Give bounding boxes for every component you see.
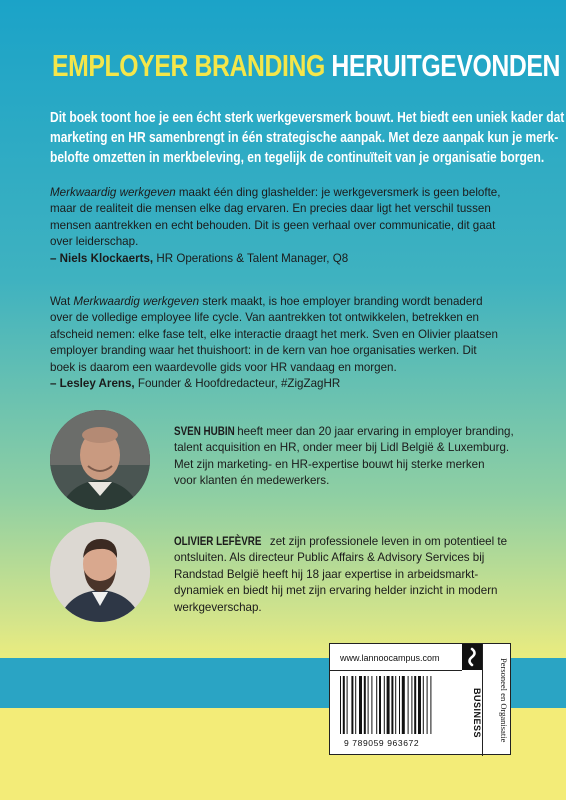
quote-text: maakt één ding glashelder: je werkgeversmerk is geen belofte, <box>175 186 501 199</box>
barcode-stripe <box>408 676 409 734</box>
quote-author-role: HR Operations & Talent Manager, Q8 <box>153 251 349 265</box>
quote-book-title: Merkwaardig werkgeven <box>73 295 200 308</box>
intro-line: belofte omzetten in merkbeleving, en tegelijk de continuïteit van je organisatie borgen. <box>50 150 545 166</box>
barcode-stripe <box>430 676 431 734</box>
bio-text: heeft meer dan 20 jaar ervaring in employer branding, <box>234 425 514 438</box>
quote-text: sterk maakt, is hoe employer branding wordt benaderd <box>199 295 483 308</box>
author-bio-sven <box>174 423 522 490</box>
intro-line: marketing en HR samenbrengt in één strategische aanpak. Met deze aanpak kun je merk- <box>50 130 559 146</box>
intro-paragraph <box>50 108 565 168</box>
barcode-stripe <box>391 676 393 734</box>
publisher-logo-icon <box>462 644 482 670</box>
barcode-stripe <box>364 676 366 734</box>
barcode-stripe <box>387 676 390 734</box>
bio-text: werkgeverschap. <box>174 600 262 614</box>
barcode-stripe <box>418 676 421 734</box>
quote-text: maar de realiteit die mensen elke dag ervaren. En precies daar ligt het verschil tussen <box>50 202 491 216</box>
barcode-stripe <box>359 676 362 734</box>
quote-book-title: Merkwaardig werkgeven <box>50 186 176 199</box>
barcode <box>338 676 456 734</box>
isbn-number: 9 789059 963672 <box>344 738 420 748</box>
publisher-logo <box>462 644 482 670</box>
barcode-stripe <box>351 676 353 734</box>
barcode-stripe <box>395 676 396 734</box>
barcode-stripe <box>414 676 416 734</box>
bio-text: zet zijn professionele leven in om potentieel te <box>266 535 508 548</box>
author-photo-olivier <box>50 522 150 622</box>
publisher-url[interactable]: www.lannoocampus.com <box>340 653 440 663</box>
bio-text: dynamiek en biedt hij met zijn ervaring helder inzicht in modern <box>174 584 498 598</box>
testimonial-klockaerts <box>50 185 520 267</box>
barcode-stripe <box>355 676 356 734</box>
barcode-stripe <box>368 676 369 734</box>
bio-text: Met zijn marketing- en HR-expertise bouwt hij sterke merken <box>174 457 485 471</box>
quote-text: mensen aantrekken en echt behouden. Dit is geen verhaal over communicatie, dit gaat <box>50 218 496 232</box>
barcode-stripe <box>340 676 341 734</box>
intro-line: Dit boek toont hoe je een écht sterk werkgeversmerk bouwt. Het biedt een uniek kader dat <box>50 110 565 126</box>
divider <box>482 644 483 756</box>
author-name: SVEN HUBIN <box>174 424 235 438</box>
barcode-stripe <box>347 676 348 734</box>
barcode-stripe <box>423 676 424 734</box>
bio-text: talent acquisition en HR, onder meer bij Lidl België & Luxemburg. <box>174 441 510 455</box>
quote-author: – Niels Klockaerts, <box>50 251 154 265</box>
divider <box>330 670 462 671</box>
quote-author-role: Founder & Hoofdredacteur, #ZigZagHR <box>134 377 341 391</box>
bio-text: ontsluiten. Als directeur Public Affairs & Advisory Services bij <box>174 551 485 565</box>
quote-text: over de volledige employee life cycle. Van aantrekken tot ontwikkelen, betrekken en <box>50 311 480 325</box>
book-title <box>52 48 561 84</box>
author-photo-sven <box>50 410 150 510</box>
testimonial-arens <box>50 294 520 392</box>
title-part-2: HERUITGEVONDEN <box>331 48 561 83</box>
quote-text: afscheid nemen: elke fase telt, elke interactie draagt het merk. Sven en Olivier plaatsen <box>50 327 498 341</box>
barcode-stripe <box>343 676 345 734</box>
series-label: BUSINESS <box>472 687 482 738</box>
barcode-panel <box>329 643 511 755</box>
barcode-stripe <box>384 676 385 734</box>
quote-text: employer branding waar het thuishoort: in de kern van hoe organisaties werken. Dit <box>50 344 477 358</box>
barcode-stripe <box>399 676 400 734</box>
author-name: OLIVIER LEFÈVRE <box>174 534 262 548</box>
portrait-illustration <box>50 522 150 622</box>
title-part-1: EMPLOYER BRANDING <box>52 48 325 83</box>
bio-text: voor klanten én medewerkers. <box>174 474 330 488</box>
barcode-stripe <box>371 676 372 734</box>
author-bio-olivier <box>174 533 522 616</box>
quote-text: over leiderschap. <box>50 235 139 249</box>
barcode-stripe <box>402 676 405 734</box>
bio-text: Randstad België heeft hij 18 jaar expertise in arbeidsmarkt- <box>174 567 479 581</box>
barcode-stripe <box>427 676 428 734</box>
portrait-illustration <box>50 410 150 510</box>
quote-text: Wat <box>50 295 74 308</box>
quote-author: – Lesley Arens, <box>50 377 135 391</box>
barcode-stripe <box>379 676 381 734</box>
quote-text: boek is daarom een waardevolle gids voor HR vandaag en morgen. <box>50 360 397 374</box>
category-label: Personeel en Organisatie <box>499 657 509 743</box>
barcode-stripe <box>376 676 377 734</box>
barcode-stripe <box>411 676 412 734</box>
